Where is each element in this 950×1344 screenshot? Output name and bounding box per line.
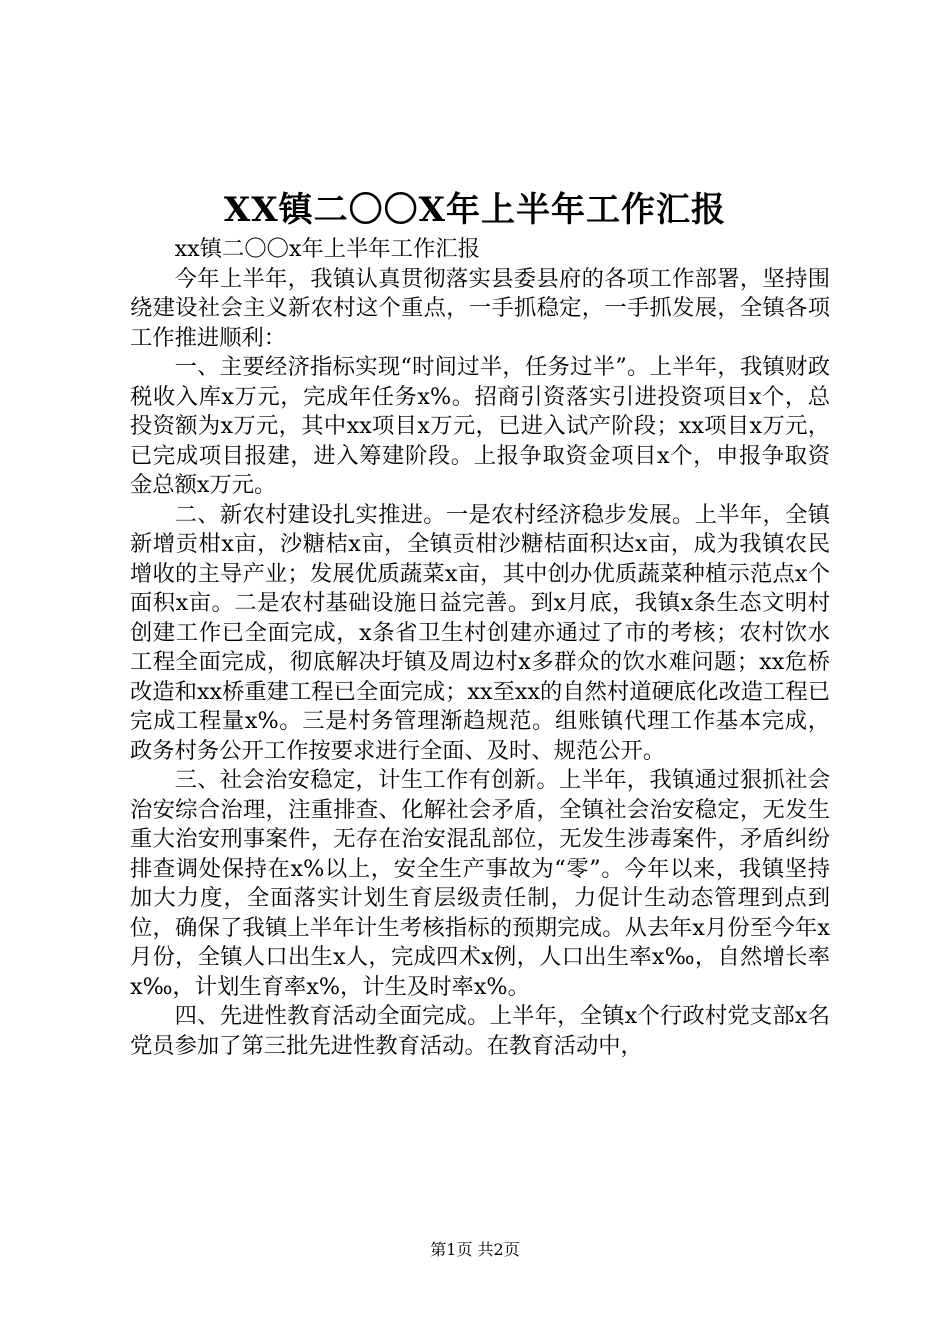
document-title: XX镇二〇〇X年上半年工作汇报 (223, 190, 727, 230)
paragraph-subtitle: xx镇二〇〇x年上半年工作汇报 (174, 236, 480, 262)
paragraph-intro: 今年上半年，我镇认真贯彻落实县委县府的各项工作部署，坚持围绕建设社会主义新农村这个重点，一手抓稳定，一手抓发展，全镇各项工作推进顺利： (130, 265, 830, 351)
page-number-footer: 第1页 共2页 (430, 1240, 520, 1259)
paragraph-new-countryside: 二、新农村建设扎实推进。一是农村经济稳步发展。上半年，全镇新增贡柑x亩，沙糖桔x亩，全镇贡柑沙糖桔面积达x亩，成为我镇农民增收的主导产业；发展优质蔬菜x亩，其中创办优质蔬菜种植示范点x个面积x亩。二是农村基础设施日益完善。到x月底，我镇x条生态文明村创建工作已全面完成，x条省卫生村创建亦通过了市的考核；农村饮水工程全面完成，彻底解决圩镇及周边村x多群众的饮水难问题；xx危桥改造和xx桥重建工程已全面完成；xx至xx的自然村道硬底化改造工程已完成工程量x%。三是村务管理渐趋规范。组账镇代理工作基本完成，政务村务公开工作按要求进行全面、及时、规范公开。 (130, 501, 830, 764)
paragraph-education: 四、先进性教育活动全面完成。上半年，全镇x个行政村党支部x名党员参加了第三批先进性教育活动。在教育活动中， (130, 1003, 830, 1059)
document-body (130, 235, 830, 1061)
paragraph-economy: 一、主要经济指标实现“时间过半，任务过半”。上半年，我镇财政税收入库x万元，完成年任务x%。招商引资落实引进投资项目x个，总投资额为x万元，其中xx项目x万元，已进入试产阶段；xx项目x万元，已完成项目报建，进入筹建阶段。上报争取资金项目x个，申报争取资金总额x万元。 (130, 354, 830, 498)
paragraph-public-security: 三、社会治安稳定，计生工作有创新。上半年，我镇通过狠抓社会治安综合治理，注重排查、化解社会矛盾，全镇社会治安稳定，无发生重大治安刑事案件，无存在治安混乱部位，无发生涉毒案件，矛盾纠纷排查调处保持在x%以上，安全生产事故为“零”。今年以来，我镇坚持加大力度，全面落实计划生育层级责任制，力促计生动态管理到点到位，确保了我镇上半年计生考核指标的预期完成。从去年x月份至今年x月份，全镇人口出生x人，完成四术x例，人口出生率x‰，自然增长率x‰，计划生育率x%，计生及时率x%。 (130, 767, 830, 1000)
